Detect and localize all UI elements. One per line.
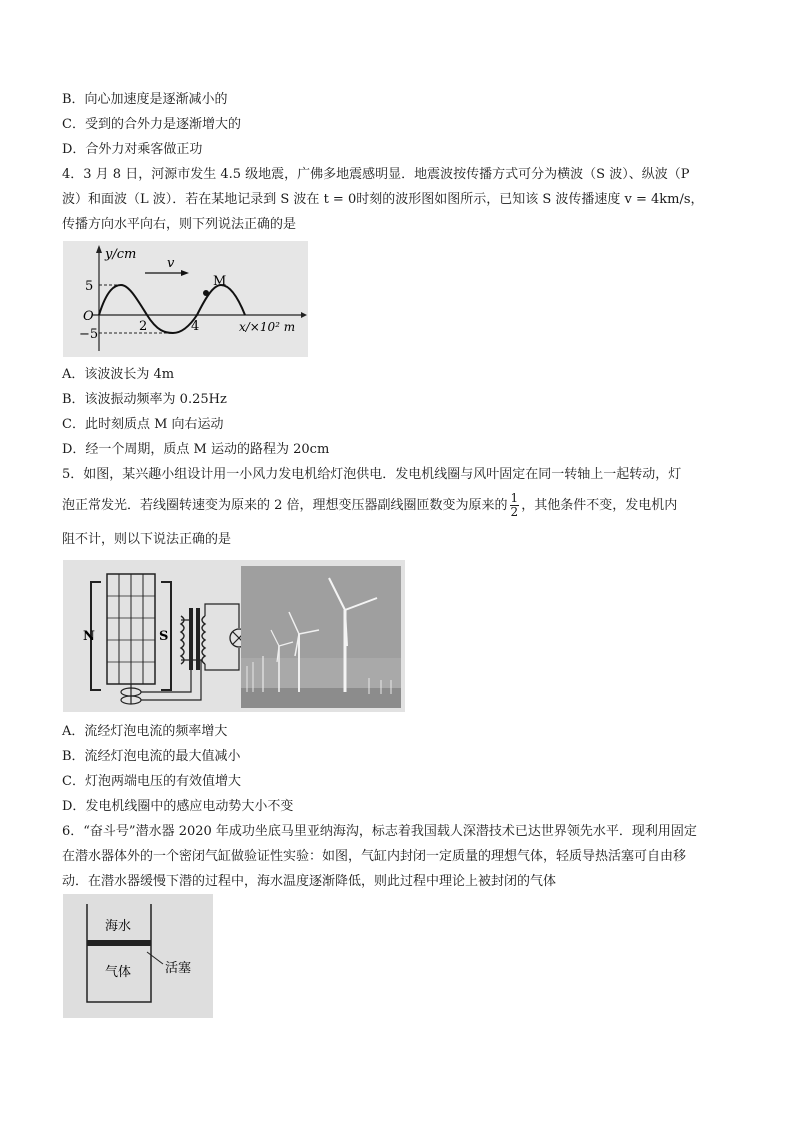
q4-stem-line3: 传播方向水平向右，则下列说法正确的是 bbox=[62, 217, 297, 232]
q4-option-b: B．该波振动频率为 0.25Hz bbox=[62, 392, 227, 407]
q5-stem-line2-before: 泡正常发光．若线圈转速变为原来的 2 倍，理想变压器副线圈匝数变为原来的 bbox=[62, 498, 508, 513]
q3-option-d: D．合外力对乘客做正功 bbox=[62, 142, 203, 157]
q5-option-a: A．流经灯泡电流的频率增大 bbox=[62, 724, 228, 739]
velocity-label: v bbox=[167, 256, 175, 271]
point-m bbox=[203, 290, 209, 296]
fraction-one-half bbox=[510, 492, 520, 519]
q6-stem-line2: 在潜水器体外的一个密闭气缸做验证性实验：如图，气缸内封闭一定质量的理想气体，轻质导热活塞可自由移 bbox=[62, 849, 687, 864]
q5-generator-figure bbox=[63, 560, 405, 712]
q6-stem-line1: 6．“奋斗号”潜水器 2020 年成功坐底马里亚纳海沟，标志着我国载人深潜技术已达世界领先水平．现利用固定 bbox=[62, 824, 697, 839]
q5-option-d: D．发电机线圈中的感应电动势大小不变 bbox=[62, 799, 294, 814]
q6-stem-line3: 动．在潜水器缓慢下潜的过程中，海水温度逐渐降低，则此过程中理论上被封闭的气体 bbox=[62, 874, 557, 889]
seawater-label: 海水 bbox=[105, 919, 132, 934]
cylinder-diagram bbox=[63, 894, 213, 1018]
velocity-arrowhead bbox=[181, 270, 189, 276]
piston-pointer-line bbox=[147, 952, 163, 964]
wire-secondary-top bbox=[205, 604, 239, 628]
gas-label: 气体 bbox=[105, 965, 132, 980]
magnet-s-label: S bbox=[159, 629, 169, 644]
x-axis-arrow bbox=[301, 312, 307, 318]
origin-label: O bbox=[83, 309, 94, 324]
q3-option-b: B．向心加速度是逐渐减小的 bbox=[62, 92, 228, 107]
transformer-primary-coil bbox=[181, 616, 184, 664]
q5-stem-line3: 阻不计，则以下说法正确的是 bbox=[62, 532, 232, 547]
q6-cylinder-figure bbox=[63, 894, 213, 1018]
transformer-secondary-coil bbox=[202, 616, 205, 664]
q5-stem-line1: 5．如图，某兴趣小组设计用一小风力发电机给灯泡供电．发电机线圈与风叶固定在同一转轴上一起转动，灯 bbox=[62, 467, 682, 482]
photo-sky bbox=[241, 566, 401, 658]
q5-option-b: B．流经灯泡电流的最大值减小 bbox=[62, 749, 241, 764]
piston-label: 活塞 bbox=[165, 961, 192, 976]
transformer-core-right bbox=[196, 608, 200, 670]
x-axis-label: x/×10² m bbox=[239, 320, 296, 334]
q5-stem-line2 bbox=[62, 492, 677, 519]
wire-secondary-bottom bbox=[205, 648, 239, 670]
fraction-denominator: 2 bbox=[510, 505, 519, 519]
y-tick-neg: −5 bbox=[79, 327, 99, 342]
q4-wave-figure bbox=[63, 241, 308, 357]
q5-option-c: C．灯泡两端电压的有效值增大 bbox=[62, 774, 241, 789]
point-m-label: M bbox=[213, 274, 227, 289]
x-tick-4: 4 bbox=[191, 319, 200, 334]
generator-diagram bbox=[63, 560, 405, 712]
piston bbox=[87, 940, 151, 946]
magnet-n-label: N bbox=[83, 629, 95, 644]
y-tick-pos: 5 bbox=[85, 279, 94, 294]
transformer-core-left bbox=[189, 608, 193, 670]
q4-stem-line2: 波）和面波（L 波）．若在某地记录到 S 波在 t = 0时刻的波形图如图所示，已知该 S 波传播速度 v = 4km/s， bbox=[62, 192, 704, 207]
q4-option-c: C．此时刻质点 M 向右运动 bbox=[62, 417, 224, 432]
q3-option-c: C．受到的合外力是逐渐增大的 bbox=[62, 117, 241, 132]
wave-graph bbox=[63, 241, 308, 357]
fraction-numerator: 1 bbox=[510, 491, 519, 505]
wave-curve bbox=[99, 285, 245, 333]
x-tick-2: 2 bbox=[139, 319, 148, 334]
photo-ground bbox=[241, 688, 401, 708]
q4-stem-line1: 4．3 月 8 日，河源市发生 4.5 级地震，广佛多地震感明显．地震波按传播方式可分为横波（S 波）、纵波（P bbox=[62, 167, 690, 182]
y-axis-arrow bbox=[96, 245, 102, 253]
q5-stem-line2-after: ，其他条件不变，发电机内 bbox=[521, 498, 678, 513]
q4-option-a: A．该波波长为 4m bbox=[62, 367, 175, 382]
y-axis-label: y/cm bbox=[105, 247, 137, 262]
q4-option-d: D．经一个周期，质点 M 运动的路程为 20cm bbox=[62, 442, 330, 457]
